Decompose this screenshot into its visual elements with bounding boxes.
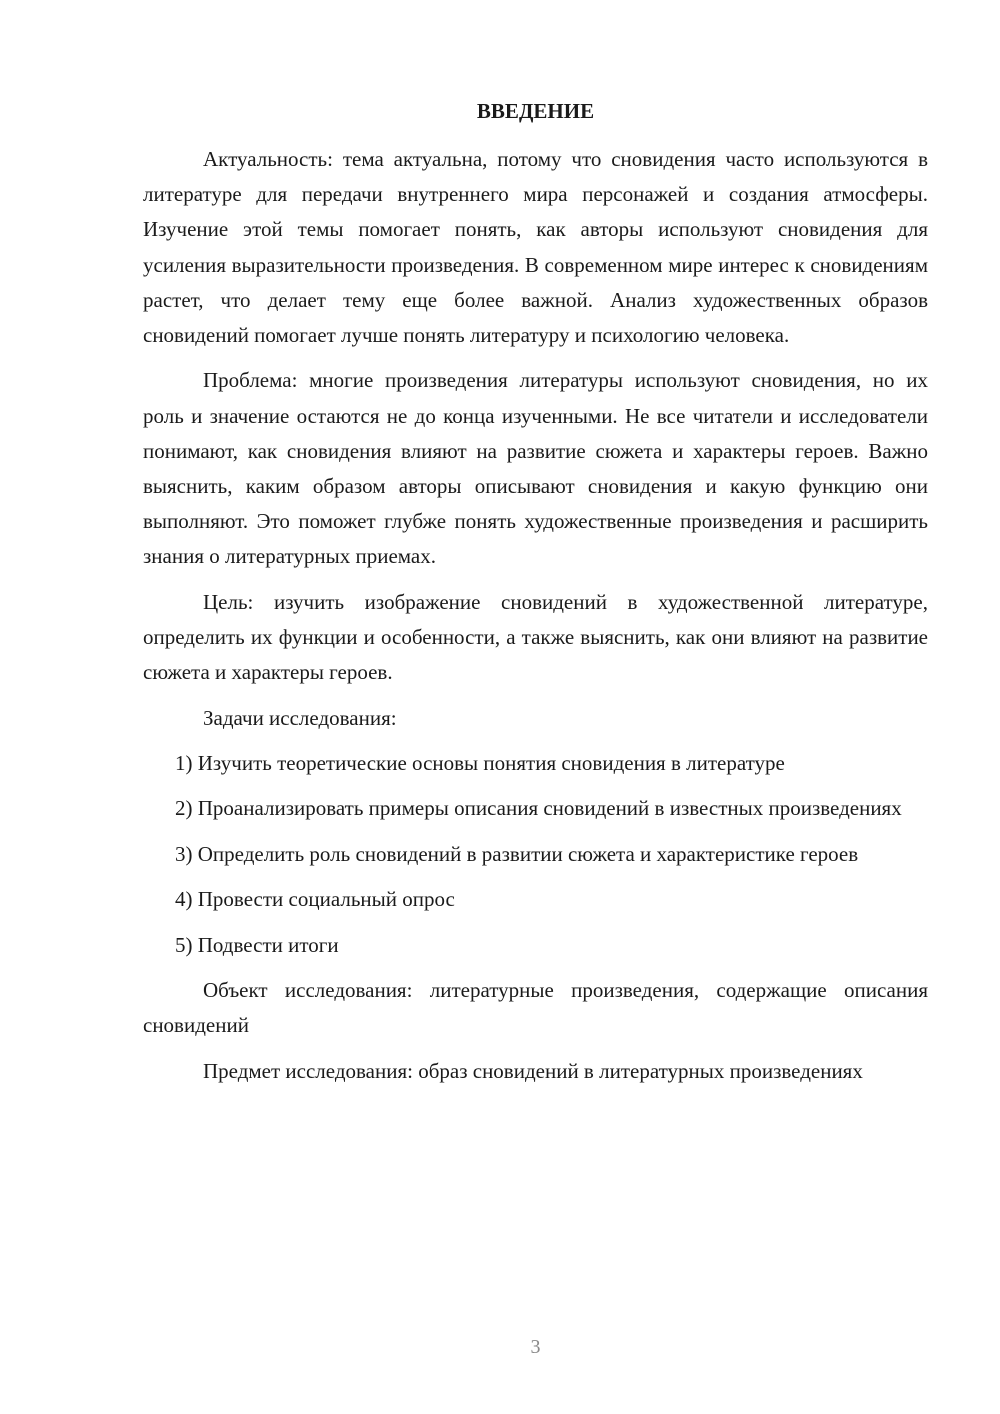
paragraph-problem: Проблема: многие произведения литературы используют сновидения, но их роль и значение остаются не до конца изученными. Не все читатели и исследователи понимают, как сновидения влияют на развитие сюжета и характеры героев. Важно выяснить, каким образом авторы описывают сновидения и какую функцию они выполняют. Это поможет глубже понять художественные произведения и расширить знания о литературных приемах. (143, 368, 928, 569)
document-page (143, 0, 928, 1414)
paragraph-object: Объект исследования: литературные произведения, содержащие описания сновидений (143, 977, 928, 1038)
page-title: ВВЕДЕНИЕ (476, 99, 595, 123)
document-body (143, 142, 928, 1099)
task-item-2: 2) Проанализировать примеры описания сновидений в известных произведениях (175, 796, 902, 821)
paragraph-tasks-heading: Задачи исследования: (203, 705, 397, 730)
page-number: 3 (530, 1336, 541, 1358)
task-item-3: 3) Определить роль сновидений в развитии сюжета и характеристике героев (175, 841, 859, 866)
paragraph-relevance: Актуальность: тема актуальна, потому что сновидения часто используются в литературе для передачи внутреннего мира персонажей и создания атмосферы. Изучение этой темы помогает понять, как авторы используют сновидения для усиления выразительности произведения. В современном мире интерес к сновидениям растет, что делает тему еще более важной. Анализ художественных образов сновидений помогает лучше понять литературу и психологию человека. (143, 147, 928, 348)
task-item-4: 4) Провести социальный опрос (175, 887, 455, 912)
task-item-5: 5) Подвести итоги (175, 932, 339, 957)
task-item-1: 1) Изучить теоретические основы понятия сновидения в литературе (175, 751, 785, 775)
paragraph-subject: Предмет исследования: образ сновидений в литературных произведениях (203, 1058, 863, 1083)
paragraph-goal: Цель: изучить изображение сновидений в художественной литературе, определить их функции и особенности, а также выяснить, как они влияют на развитие сюжета и характеры героев. (143, 589, 928, 685)
